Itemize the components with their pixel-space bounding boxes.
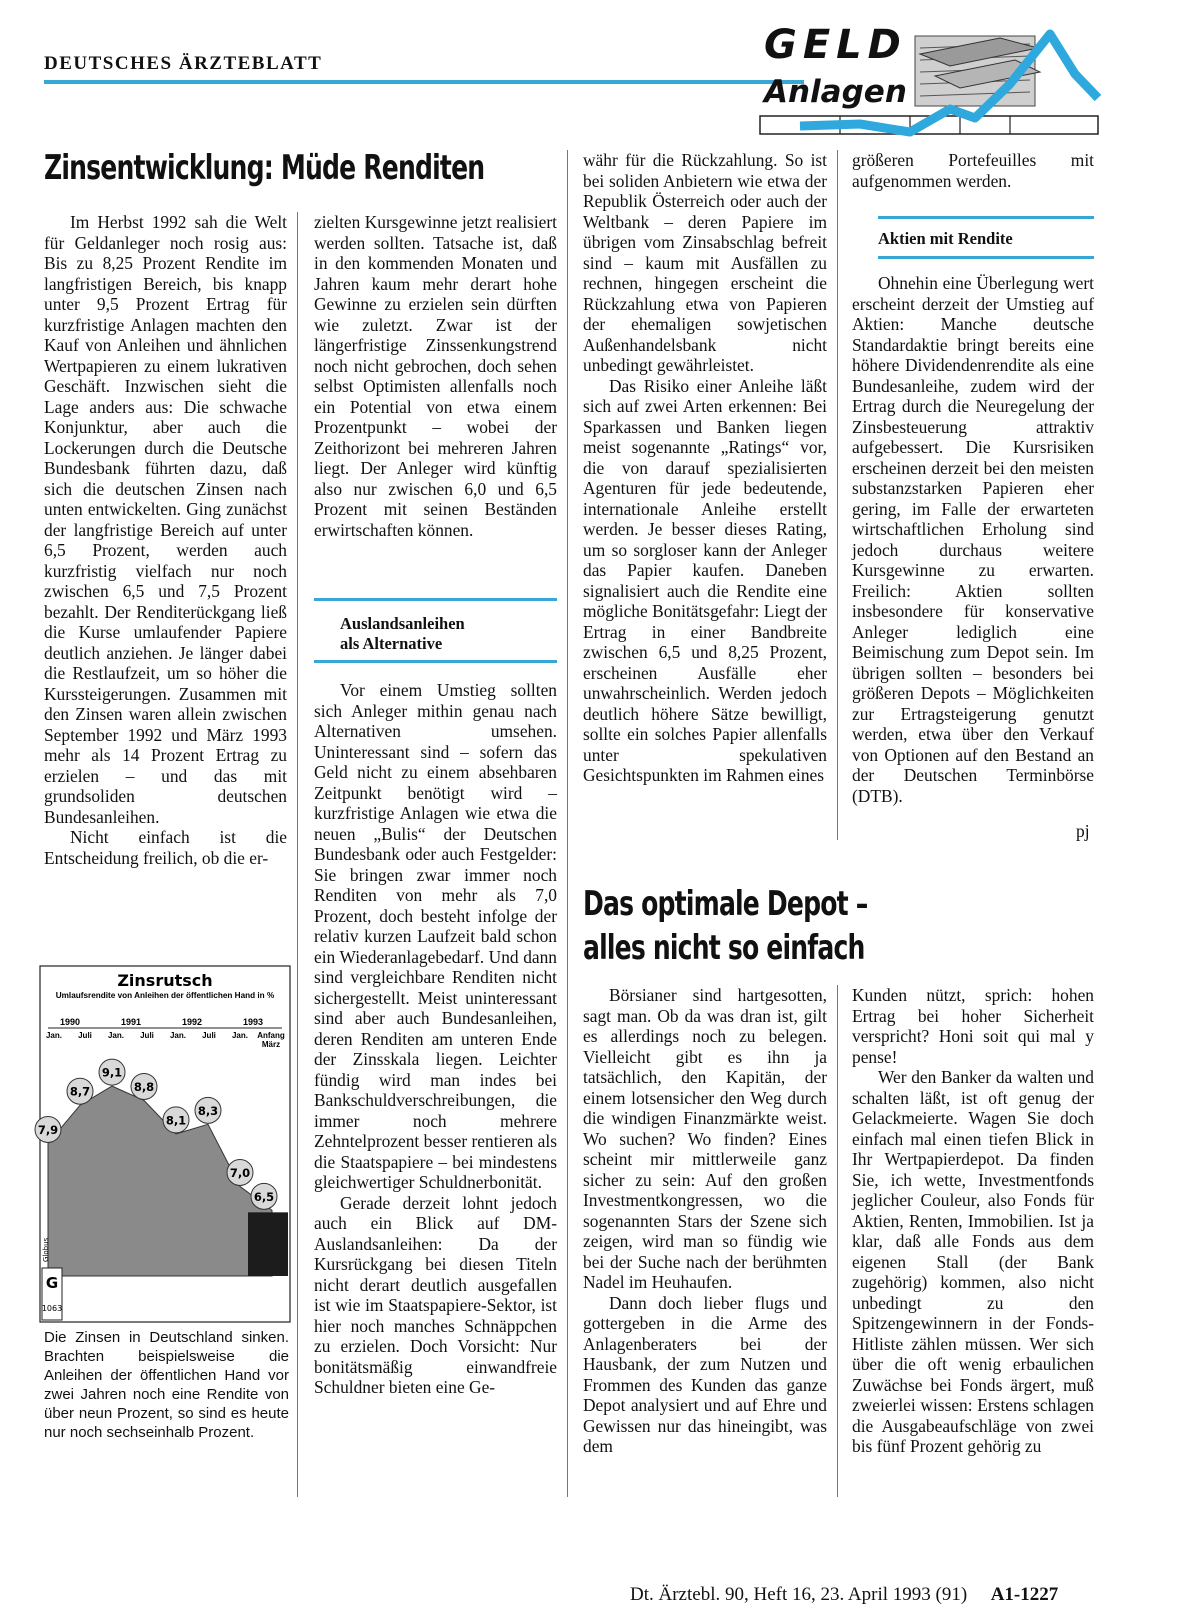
- subhead-rule-bottom: [314, 660, 557, 663]
- chart-source: Globus: [42, 1237, 50, 1262]
- chart-year-label: 1992: [181, 1017, 203, 1027]
- article2-title: Das optimale Depot – alles nicht so einfach: [583, 884, 868, 968]
- zinsrutsch-chart: [37, 966, 290, 1322]
- footer-page-number: A1-1227: [990, 1584, 1059, 1605]
- article1-column4-top: [852, 150, 1094, 191]
- subhead-rule-bottom: [878, 256, 1094, 259]
- subhead-aktien: Aktien mit Rendite: [878, 229, 1013, 248]
- globus-badge-icon: G: [45, 1274, 59, 1292]
- chart-year-label: 1991: [120, 1017, 142, 1027]
- column-rule: [297, 212, 298, 1497]
- chart-x-tick-label: Jan.: [169, 1031, 187, 1040]
- paragraph: Kunden nützt, sprich: hohen Ertrag bei hoher Sicherheit verspricht? Honi soit qui mal y pense!: [852, 985, 1094, 1067]
- column-rule: [837, 985, 838, 1497]
- paragraph: Börsianer sind hartgesotten, sagt man. Ob da was dran ist, gilt es allerdings noch zu belegen. Vielleicht gibt es ihn ja tatsächlich, den Kapitän, der einem lotsensicher den Weg durch die windigen Finanzmärkte weist. Wo suchen? Wo finden? Eines scheint mir mittlerweile ganz sicher zu sein: Auf den großen Investmentkongressen, wo die sogenannten Stars der Szene sich zeigen, wird man so fündig wie bei der Suche nach der berühmten Nadel im Heuhaufen.: [583, 985, 827, 1292]
- paragraph: Dann doch lieber flugs und gottergeben in die Arme des Anlagenberaters bei der Hausbank, der zum Nutzen und Frommen des Kunden das ganze Depot analysiert und auf Ehre und Gewissen nur das hineingibt, was dem: [583, 1292, 827, 1456]
- article1-title: Zinsentwicklung: Müde Renditen: [44, 148, 485, 188]
- chart-subtitle: Umlaufsrendite von Anleihen der öffentlichen Hand in %: [55, 991, 275, 1000]
- chart-data-label: 8,1: [165, 1113, 187, 1128]
- chart-x-tick-label: Anfang: [257, 1031, 285, 1040]
- chart-x-tick-label: Juli: [78, 1031, 92, 1040]
- chart-x-tick-label: Jan.: [231, 1031, 249, 1040]
- chart-x-tick-label: Juli: [202, 1031, 216, 1040]
- paragraph: Ohnehin eine Überlegung wert erscheint derzeit der Umstieg auf Aktien: Manche deutsche Standardaktie bringt bereits eine höhere Dividendenrendite als eine Bundesanleihe, zudem wird der Ertrag durch die Neuregelung der Zinsbesteuerung attraktiv aufgebessert. Die Kursrisiken erscheinen derzeit bei den meisten substanzstarken Papieren eher gering, im Falle der erwarteten wirtschaftlichen Erholung sind jedoch durchaus weitere Kursgewinne zu erwarten. Freilich: Aktien sollten insbesondere für konservative Anleger lediglich eine Beimischung zum Depot sein. Im übrigen sollten – besonders bei größeren Depots – Möglichkeiten zur Ertragsteigerung genutzt werden, etwa über den Verkauf von Optionen auf den Bestand an der Deutschen Terminbörse (DTB).: [852, 273, 1094, 806]
- subhead-auslandsanleihen: Auslandsanleihen als Alternative: [340, 614, 465, 653]
- paragraph: zielten Kursgewinne jetzt realisiert werden sollten. Tatsache ist, daß in den kommenden Monaten und Jahren kaum mehr derart hohe Gewinne zu erzielen sein dürften wie zuletzt. Zwar ist der längerfristige Zinssenkungstrend noch nicht gebrochen, doch sehen selbst Optimisten allenfalls noch ein Potential von etwa einem Prozentpunkt – wobei der Zeithorizont bei mehreren Jahren liegt. Der Anleger wird künftig also nur zwischen 6,0 und 6,5 Prozent mit seinen Beständen erwirtschaften können.: [314, 212, 557, 540]
- logo-word-geld: GELD: [764, 22, 907, 68]
- chart-year-label: 1990: [59, 1017, 81, 1027]
- paragraph: Wer den Banker da walten und schalten läßt, ist oft genug der Gelackmeierte. Wagen Sie doch einfach mal einen tiefen Blick in Ihr Wertpapierdepot. Da finden Sie, ich wette, Investmentfonds jeglicher Couleur, also Fonds für Aktien, Renten, Immobilien. Ist ja klar, daß alle Fonds aus dem eigenen Stall (der Bank zugehörig) kommen, also nicht unbedingt zu den Spitzengewinnern in der Fonds-Hitliste zählen müssen. Wer sich über die oft wenig erbaulichen Zuwächse bei Fonds ärgert, muß zweierlei wissen: Erstens schlagen die Ausgabeaufschläge von zwei bis fünf Prozent gehörig zu: [852, 1067, 1094, 1456]
- subhead-rule-top: [314, 598, 557, 601]
- logo-word-anlagen: Anlagen: [764, 74, 907, 110]
- chart-data-label: 7,0: [229, 1165, 251, 1180]
- chart-data-label: 8,3: [197, 1103, 219, 1118]
- column-rule: [837, 150, 838, 840]
- chart-data-label: 7,9: [37, 1122, 59, 1137]
- paragraph: Vor einem Umstieg sollten sich Anleger mithin genau nach Alternativen umsehen. Uninteressant sind – sofern das Geld nicht zu einem absehbaren Zeitpunkt benötigt wird – kurzfristige Anlagen wie etwa die neuen „Bulis“ der Deutschen Bundesbank oder auch Festgelder: Sie bringen zwar immer noch Renditen von mehr als 7,0 Prozent, doch besteht infolge der relativ kurzen Laufzeit bald schon ein Wiederanlagebedarf. Und dann sind vergleichbare Renditen nicht sichergestellt. Meist uninteressant sind aber auch Bundesanleihen, deren Renditen am unteren Ende der Zinsskala liegen. Leichter fündig wird man indes bei Bankschuldverschreibungen, die immer noch mehrere Zehntelprozent besser rentieren als die Staatspapiere – bei mindestens gleichwertiger Schuldnerbonität.: [314, 680, 557, 1192]
- chart-data-label: 6,5: [253, 1189, 275, 1204]
- article1-column1: [44, 212, 287, 868]
- article2-column3: [583, 985, 827, 1457]
- chart-caption: Die Zinsen in Deutschland sinken. Brachten beispielsweise die Anleihen der öffentlichen Hand vor zwei Jahren noch eine Rendite von über neun Prozent, so sind es heute nur noch sechseinhalb Prozent.: [44, 1329, 289, 1441]
- paragraph: Das Risiko einer Anleihe läßt sich auf zwei Arten erkennen: Bei Sparkassen und Banken liegen meist sogenannte „Ratings“ vor, die von darauf spezialisierten Agenturen für jede bedeutende, internationale Anleihe erstellt werden. Je besser dieses Rating, um so sorgloser kann der Anleger das Papier kaufen. Daneben signalisiert auch die Rendite eine mögliche Bonitätsgefahr: Liegt der Ertrag in einer Bandbreite zwischen 6,5 und 8,25 Prozent, erscheinen Ausfälle eher unwahrscheinlich. Werden jedoch deutlich höhere Sätze bewilligt, sollte ein solches Papier allenfalls unter spekulativen Gesichtspunkten im Rahmen eines: [583, 375, 827, 785]
- geld-anlagen-logo: [764, 14, 1140, 142]
- masthead-rule: [44, 80, 804, 84]
- chart-badge-number: 1063: [41, 1304, 63, 1313]
- paragraph: währ für die Rückzahlung. So ist bei soliden Anbietern wie etwa der Republik Österreich oder auch der Weltbank – deren Papiere im übrigen vom Zinsabschlag befreit sind – kaum mit Ausfällen zu rechnen, hingegen erscheint die Rückzahlung etwa von Papieren der ehemaligen sowjetischen Außenhandelsbank nicht unbedingt gewährleistet.: [583, 150, 827, 375]
- article1-column3: [583, 150, 827, 786]
- chart-x-tick-label: Jan.: [107, 1031, 125, 1040]
- author-initials: pj: [1076, 821, 1090, 841]
- paragraph: Gerade derzeit lohnt jedoch auch ein Blick auf DM-Auslandsanleihen: Da der Kursrückgang bei diesen Titeln nicht derart deutlich ausgefallen ist wie im Staatspapiere-Sektor, ist hier noch manches Schnäppchen zu erzielen. Doch Vorsicht: Nur bonitätsmäßig einwandfreie Schuldner bieten eine Ge-: [314, 1192, 557, 1397]
- chart-x-tick-label: Juli: [140, 1031, 154, 1040]
- paragraph: Nicht einfach ist die Entscheidung freilich, ob die er-: [44, 827, 287, 868]
- article1-column4-bottom: [852, 273, 1094, 806]
- footer-citation: Dt. Ärztebl. 90, Heft 16, 23. April 1993 (91): [630, 1584, 968, 1605]
- chart-x-tick-label: März: [261, 1040, 281, 1049]
- chart-year-label: 1993: [242, 1017, 264, 1027]
- column-rule: [567, 150, 568, 1497]
- article1-column2-top: [314, 212, 557, 540]
- article2-column4: [852, 985, 1094, 1457]
- chart-data-label: 8,8: [133, 1079, 155, 1094]
- chart-data-label: 8,7: [69, 1084, 91, 1099]
- page-footer: [630, 1584, 1058, 1606]
- chart-area-highlight: [248, 1212, 288, 1276]
- chart-x-tick-label: Jan.: [45, 1031, 63, 1040]
- paragraph: größeren Portefeuilles mit aufgenommen werden.: [852, 150, 1094, 191]
- paragraph: Im Herbst 1992 sah die Welt für Geldanleger noch rosig aus: Bis zu 8,25 Prozent Rendite im langfristigen Bereich, bis knapp unter 9,5 Prozent Ertrag für kurzfristige Anlagen machten den Kauf von Anleihen und ähnlichen Wertpapieren zu einem lukrativen Geschäft. Inzwischen sieht die Lage anders aus: Die schwache Konjunktur, aber auch die Lockerungen durch die Deutsche Bundesbank führten dazu, daß sich die deutschen Zinsen nach unten entwickelten. Ging zunächst der langfristige Bereich auf unter 6,5 Prozent, werden auch kurzfristig vielfach nur noch zwischen 6,5 und 7,5 Prozent bezahlt. Der Renditerückgang ließ die Kurse umlaufender Papiere deutlich anziehen. Je länger dabei die Restlaufzeit, um so höher die Kurssteigerungen. Zusammen mit den Zinsen waren allein zwischen September 1992 und März 1993 mehr als 14 Prozent Ertrag zu erzielen – und das mit grundsoliden deutschen Bundesanleihen.: [44, 212, 287, 827]
- chart-data-label: 9,1: [101, 1065, 123, 1080]
- subhead-rule-top: [878, 216, 1094, 219]
- article1-column2-bottom: [314, 680, 557, 1398]
- masthead: DEUTSCHES ÄRZTEBLATT: [44, 53, 323, 74]
- chart-title: Zinsrutsch: [117, 971, 213, 990]
